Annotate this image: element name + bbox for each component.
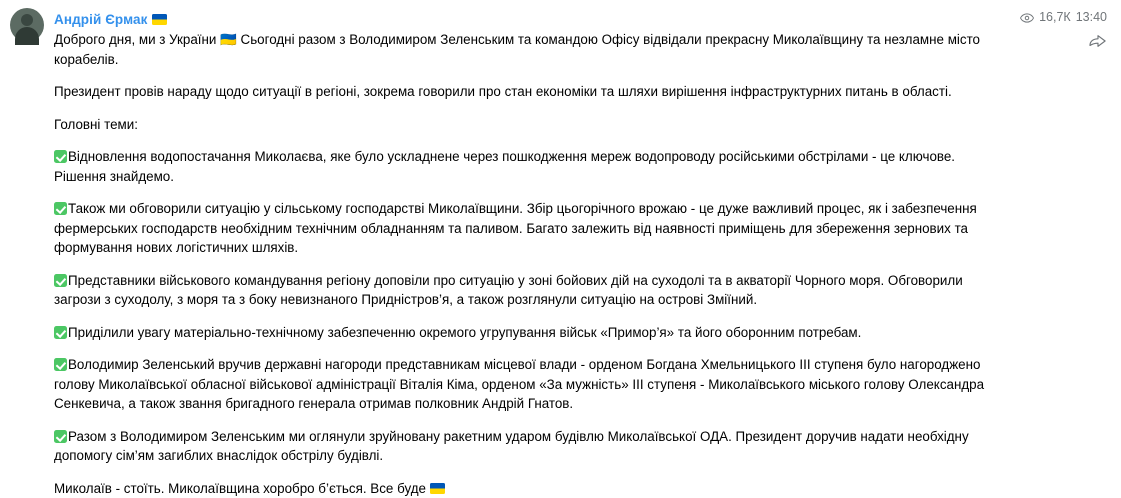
post-bullet: [54, 427, 989, 466]
share-icon[interactable]: [1089, 33, 1107, 49]
post-time: 13:40: [1076, 10, 1107, 24]
post-bullet: [54, 147, 989, 186]
paragraph-text: Приділили увагу матеріально-технічному забезпеченню окремого угрупування військ «Примор’я» та його оборонним потребам.: [68, 325, 861, 340]
avatar-head: [21, 14, 33, 26]
author-line: [54, 10, 989, 28]
post-bullet: [54, 323, 989, 343]
post-bullet: [54, 355, 989, 414]
post-paragraph: [54, 115, 989, 135]
post-paragraph: [54, 479, 989, 498]
paragraph-text: Володимир Зеленський вручив державні нагороди представникам місцевої влади - орденом Богдана Хмельницького III ступеня було нагороджено голову Миколаївської обласної військової адміністрації Віталія Кіма, орденом «За мужність» III ступеня - Миколаївського міського голову Олександра Сенкевича, а також звання бригадного генерала отримав полковник Андрій Гнатов.: [54, 357, 984, 411]
avatar-body: [15, 27, 39, 45]
post-paragraph: [54, 30, 989, 69]
post-bullet: [54, 199, 989, 258]
paragraph-text: Представники військового командування регіону доповіли про ситуацію у зоні бойових дій на суходолі та в акваторії Чорного моря. Обговорили загрози з суходолу, з моря та з боку невизнаного Придністров’я, а також розглянули ситуацію на острові Зміїний.: [54, 273, 963, 308]
views-icon: [1020, 12, 1034, 22]
paragraph-text: Доброго дня, ми з України 🇺🇦 Сьогодні разом з Володимиром Зеленським та командою Офісу відвідали прекрасну Миколаївщину та незламне місто корабелів.: [54, 32, 980, 67]
check-mark-icon: [54, 430, 67, 443]
check-mark-icon: [54, 202, 67, 215]
post-content: [54, 10, 989, 498]
views-count: 16,7К: [1039, 10, 1071, 24]
check-mark-icon: [54, 326, 67, 339]
paragraph-text: Також ми обговорили ситуацію у сільському господарстві Миколаївщини. Збір цьогорічного врожаю - це дуже важливий процес, як і забезпечення фермерських господарств необхідним технічним обладнанням та паливом. Багато залежить від наявності приміщень для збереження зернових та формування нових логістичних шляхів.: [54, 201, 977, 255]
author-name[interactable]: Андрій Єрмак: [54, 12, 147, 27]
ukraine-flag-icon: [430, 483, 445, 494]
paragraph-text: Миколаїв - стоїть. Миколаївщина хоробро б’ється. Все буде: [54, 481, 430, 496]
check-mark-icon: [54, 274, 67, 287]
ukraine-flag-icon: [152, 14, 167, 25]
paragraph-text: Головні теми:: [54, 117, 138, 132]
avatar[interactable]: [10, 8, 44, 42]
paragraph-text: Відновлення водопостачання Миколаєва, яке було ускладнене через пошкодження мереж водопроводу російськими обстрілами - це ключове. Рішення знайдемо.: [54, 149, 955, 184]
check-mark-icon: [54, 150, 67, 163]
post-paragraph: [54, 82, 989, 102]
post-bullet: [54, 271, 989, 310]
post-meta: [1020, 10, 1107, 24]
paragraph-text: Разом з Володимиром Зеленським ми оглянули зруйновану ракетним ударом будівлю Миколаївської ОДА. Президент доручив надати необхідну допомогу сім’ям загиблих внаслідок обстрілу будівлі.: [54, 429, 969, 464]
check-mark-icon: [54, 358, 67, 371]
paragraph-text: Президент провів нараду щодо ситуації в регіоні, зокрема говорили про стан економіки та шляхи вирішення інфраструктурних питань в області.: [54, 84, 952, 99]
